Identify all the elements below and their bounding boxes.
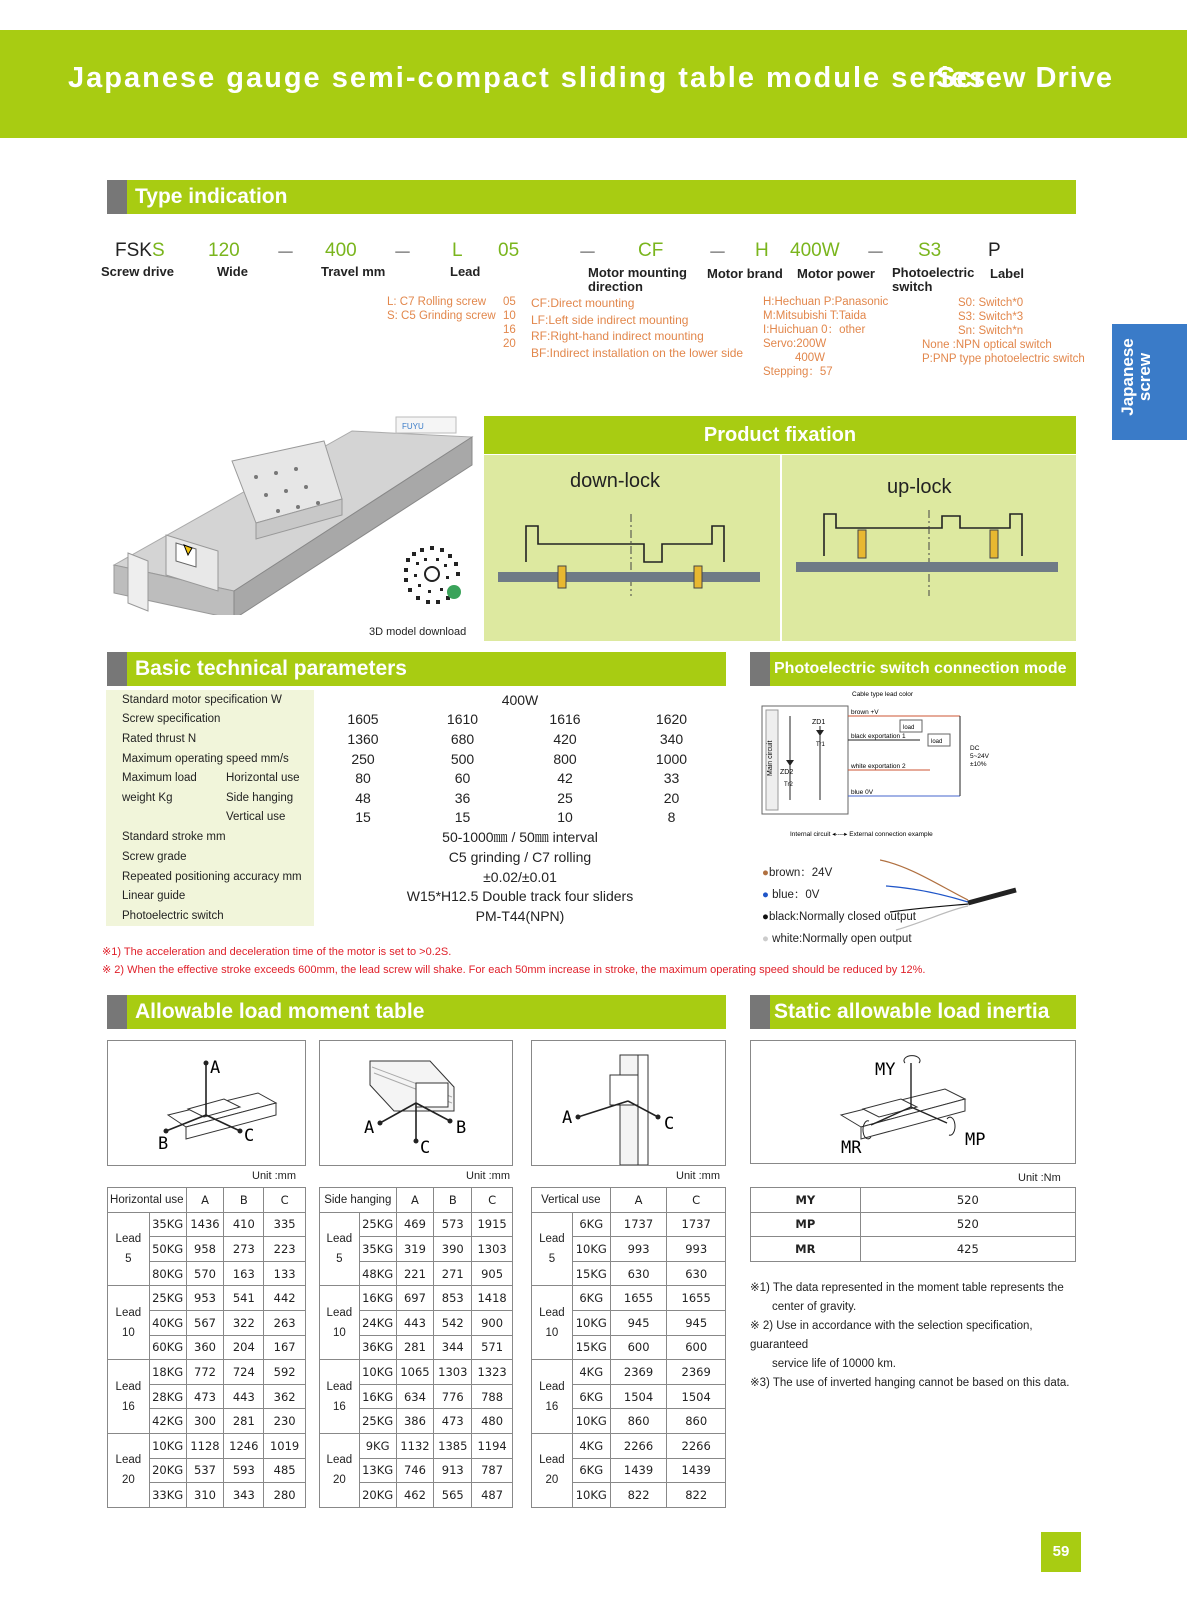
table-row: 10KG 860 860 xyxy=(532,1409,726,1434)
mr-label: MR xyxy=(841,1138,862,1158)
code-dash: － xyxy=(276,243,296,264)
table-row: 20KG 537 593 485 xyxy=(108,1458,306,1483)
code-dash: － xyxy=(866,243,886,264)
table-row: 16KG 634 776 788 xyxy=(320,1384,513,1409)
table-row: 13KG 746 913 787 xyxy=(320,1458,513,1483)
unit-label: Unit :mm xyxy=(466,1170,510,1182)
svg-text:Tr2: Tr2 xyxy=(784,782,793,788)
label-wide: Wide xyxy=(217,264,248,279)
table-row: 33KG 310 343 280 xyxy=(108,1483,306,1508)
code-dash: － xyxy=(393,243,413,264)
wire-brown: ●brown：24V xyxy=(762,867,833,879)
code-width: 120 xyxy=(208,240,240,261)
table-row: 28KG 473 443 362 xyxy=(108,1384,306,1409)
svg-text:5~24V: 5~24V xyxy=(970,753,989,760)
brand-options: H:Hechuan P:Panasonic M:Mitsubishi T:Taida I:Huichuan 0：other Servo:200W 400W Stepping：57 xyxy=(763,296,889,378)
section-moment xyxy=(107,995,726,1029)
table-row: MY 520 xyxy=(751,1188,1076,1213)
label-brand: Motor brand xyxy=(707,266,783,281)
params-table xyxy=(106,690,726,926)
section-title: Type indication xyxy=(135,185,288,208)
table-row: Lead 20 9KG 1132 1385 1194 xyxy=(320,1433,513,1458)
table-row: 10KG 993 993 xyxy=(532,1237,726,1262)
mp-label: MP xyxy=(965,1130,986,1150)
svg-text:ZD1: ZD1 xyxy=(812,719,826,726)
svg-text:Internal circuit ◂----▸ Extern: Internal circuit ◂----▸ External connection example xyxy=(790,831,933,838)
svg-text:Cable type lead color: Cable type lead color xyxy=(852,691,914,698)
code-switch: S3 xyxy=(918,240,942,261)
params-title: Basic technical parameters xyxy=(135,657,407,680)
table-row: Maximum operating speed mm/s 250 500 800 1000 xyxy=(106,749,726,769)
svg-text:A: A xyxy=(364,1118,375,1138)
diagram-side-hanging xyxy=(319,1040,513,1166)
moment-table-vertical: Vertical use A C Lead 5 6KG 1737 1737 10KG 993 993 15KG 630 630 Lead 10 6KG 1655 1655 10KG 945 945 15KG 600 600 Lead 16 4KG 2369 2369 6KG 1504 1504 10KG 860 860 Lead 20 4KG 2266 2266 6KG 1439 1439 10KG 822 822 xyxy=(531,1187,726,1508)
moment-table-side: Side hanging A B C Lead 5 25KG 469 573 1915 35KG 319 390 1303 48KG 221 271 905 Lead 10 16KG 697 853 1418 24KG 443 542 900 36KG 281 344 571 Lead 16 10KG 1065 1303 1323 16KG 634 776 788 25KG 386 473 480 Lead 20 9KG 1132 1385 1194 13KG 746 913 787 20KG 462 565 487 xyxy=(319,1187,513,1508)
table-row: 15KG 600 600 xyxy=(532,1335,726,1360)
side-tab-label: Japanese screw xyxy=(1118,338,1154,416)
inertia-table xyxy=(750,1187,1076,1262)
table-row: 24KG 443 542 900 xyxy=(320,1310,513,1335)
up-lock-diagram xyxy=(792,510,1072,600)
moment-title: Allowable load moment table xyxy=(135,1000,425,1023)
svg-text:white exportation 2: white exportation 2 xyxy=(851,763,906,770)
svg-text:±10%: ±10% xyxy=(970,761,987,768)
table-row: 6KG 1439 1439 xyxy=(532,1458,726,1483)
divider xyxy=(780,455,782,641)
table-row: Lead 20 4KG 2266 2266 xyxy=(532,1433,726,1458)
table-row: Photoelectric switch PM-T44(NPN) xyxy=(106,906,726,926)
svg-text:C: C xyxy=(664,1114,675,1134)
params-note-2: ※ 2) When the effective stroke exceeds 600mm, the lead screw will shake. For each 50mm increase in stroke, the maximum operating speed should be reduced by 12%. xyxy=(102,964,926,976)
table-row: MR 425 xyxy=(751,1237,1076,1262)
code-label: P xyxy=(988,240,1001,261)
mounting-options: CF:Direct mounting LF:Left side indirect mounting RF:Right-hand indirect mounting BF:Indirect installation on the lower side xyxy=(531,296,744,360)
svg-text:A: A xyxy=(562,1108,573,1128)
photo-switch-title: Photoelectric switch connection mode xyxy=(774,660,1067,677)
table-row: Standard stroke mm 50-1000㎜ / 50㎜ interval xyxy=(106,827,726,847)
code-mounting: CF xyxy=(638,240,664,261)
code-dash: － xyxy=(708,243,728,264)
table-row: 6KG 1504 1504 xyxy=(532,1384,726,1409)
page-title: Japanese gauge semi-compact sliding table module series xyxy=(68,62,988,94)
svg-text:brown +V: brown +V xyxy=(851,709,879,716)
svg-text:A: A xyxy=(210,1058,221,1078)
code-travel: 400 xyxy=(325,240,357,261)
table-row: Linear guide W15*H12.5 Double track four sliders xyxy=(106,886,726,906)
label-travel: Travel mm xyxy=(321,264,386,279)
table-row: 15KG 630 630 xyxy=(532,1261,726,1286)
main-circuit-label: Main circuit xyxy=(767,740,774,776)
wire-blue: ● blue：0V xyxy=(762,889,820,901)
section-type-indication xyxy=(107,180,1076,214)
table-row: weight Kg Side hanging 48 36 25 20 xyxy=(106,788,726,808)
inertia-unit: Unit :Nm xyxy=(1018,1172,1061,1184)
table-row: Screw grade C5 grinding / C7 rolling xyxy=(106,847,726,867)
switch-options: S0: Switch*0 S3: Switch*3 Sn: Switch*n xyxy=(958,297,1024,337)
table-row: 48KG 221 271 905 xyxy=(320,1261,513,1286)
label-switch: Photoelectric switch xyxy=(892,265,975,294)
params-note-1: ※1) The acceleration and deceleration time of the motor is set to >0.2S. xyxy=(102,946,452,958)
table-row: 35KG 319 390 1303 xyxy=(320,1237,513,1262)
label-label: Label xyxy=(990,266,1024,281)
code-lead-type: L xyxy=(452,240,463,261)
svg-text:load: load xyxy=(903,725,915,731)
table-row: Lead 5 25KG 469 573 1915 xyxy=(320,1212,513,1237)
svg-text:B: B xyxy=(158,1134,169,1154)
table-row: Vertical use 15 15 10 8 xyxy=(106,808,726,828)
download-caption[interactable]: 3D model download xyxy=(369,626,467,638)
svg-text:C: C xyxy=(420,1138,431,1158)
switch-type-options: None :NPN optical switch P:PNP type photoelectric switch xyxy=(922,339,1085,365)
table-row: Rated thrust N 1360 680 420 340 xyxy=(106,729,726,749)
svg-text:black exportation 1: black exportation 1 xyxy=(851,733,906,740)
table-row: 40KG 567 322 263 xyxy=(108,1310,306,1335)
series-title: Screw Drive xyxy=(936,62,1114,94)
table-row: 10KG 822 822 xyxy=(532,1483,726,1508)
cable-icon xyxy=(880,856,1020,946)
page-number: 59 xyxy=(1041,1532,1081,1572)
diagram-horizontal xyxy=(107,1040,306,1166)
table-row: Lead 10 25KG 953 541 442 xyxy=(108,1286,306,1311)
wire-black: ●black:Normally closed output xyxy=(762,911,916,923)
svg-text:Tr1: Tr1 xyxy=(816,742,825,748)
code-brand: H xyxy=(755,240,769,261)
inertia-title: Static allowable load inertia xyxy=(774,1000,1050,1023)
table-row: 10KG 945 945 xyxy=(532,1310,726,1335)
down-lock-label: down-lock xyxy=(570,470,661,492)
side-tab[interactable] xyxy=(1112,324,1187,440)
unit-label: Unit :mm xyxy=(676,1170,720,1182)
section-fixation xyxy=(484,416,1076,454)
circuit-diagram xyxy=(760,690,990,840)
svg-text:C: C xyxy=(244,1126,255,1146)
table-row: 80KG 570 163 133 xyxy=(108,1261,306,1286)
label-lead: Lead xyxy=(450,264,481,279)
code-fsks: FSKS xyxy=(115,240,165,261)
table-row: Screw specification 1605 1610 1616 1620 xyxy=(106,710,726,730)
svg-text:blue 0V: blue 0V xyxy=(851,789,874,796)
svg-text:FUYU: FUYU xyxy=(402,422,424,431)
table-row: Lead 5 35KG 1436 410 335 xyxy=(108,1212,306,1237)
table-row: 60KG 360 204 167 xyxy=(108,1335,306,1360)
table-row: Lead 5 6KG 1737 1737 xyxy=(532,1212,726,1237)
lead-options: L: C7 Rolling screw S: C5 Grinding screw xyxy=(387,296,496,322)
code-dash: － xyxy=(578,243,598,264)
inertia-notes: ※1) The data represented in the moment table represents the center of gravity. ※ 2) Use in accordance with the selection specification, guaranteed service life of 10000 km. ※3) The use of inverted hanging cannot be based on this data. xyxy=(750,1282,1070,1389)
svg-text:DC: DC xyxy=(970,745,980,752)
label-screw-drive: Screw drive xyxy=(101,264,174,279)
moment-table-horizontal: Horizontal use A B C Lead 5 35KG 1436 410 335 50KG 958 273 223 80KG 570 163 133 Lead 10 25KG 953 541 442 40KG 567 322 263 60KG 360 204 167 Lead 16 18KG 772 724 592 28KG 473 443 362 42KG 300 281 230 Lead 20 10KG 1128 1246 1019 20KG 537 593 485 33KG 310 343 280 xyxy=(107,1187,306,1508)
unit-label: Unit :mm xyxy=(252,1170,296,1182)
svg-text:load: load xyxy=(931,739,943,745)
svg-text:B: B xyxy=(456,1118,467,1138)
diagram-vertical xyxy=(531,1040,726,1166)
label-mounting: Motor mounting direction xyxy=(588,265,687,294)
lead-values: 05 10 16 20 xyxy=(503,296,516,350)
up-lock-label: up-lock xyxy=(887,476,952,498)
my-label: MY xyxy=(875,1060,896,1080)
table-row: Standard motor specification W 400W xyxy=(106,690,726,710)
table-row: 25KG 386 473 480 xyxy=(320,1409,513,1434)
down-lock-diagram xyxy=(494,510,774,600)
table-row: MP 520 xyxy=(751,1212,1076,1237)
table-row: Lead 10 6KG 1655 1655 xyxy=(532,1286,726,1311)
code-lead: 05 xyxy=(498,240,520,261)
inertia-diagram xyxy=(750,1040,1076,1164)
table-row: Lead 16 10KG 1065 1303 1323 xyxy=(320,1360,513,1385)
section-params xyxy=(107,652,726,686)
svg-text:ZD2: ZD2 xyxy=(780,769,794,776)
qr-code-icon xyxy=(396,538,468,610)
table-row: Repeated positioning accuracy mm ±0.02/±0.01 xyxy=(106,867,726,887)
wire-white: ● white:Normally open output xyxy=(762,933,912,945)
table-row: Lead 16 4KG 2369 2369 xyxy=(532,1360,726,1385)
table-row: Maximum load Horizontal use 80 60 42 33 xyxy=(106,768,726,788)
section-photo-switch xyxy=(750,652,1076,686)
table-row: 42KG 300 281 230 xyxy=(108,1409,306,1434)
table-row: 36KG 281 344 571 xyxy=(320,1335,513,1360)
label-power: Motor power xyxy=(797,266,875,281)
fixation-title: Product fixation xyxy=(703,424,857,446)
table-row: Lead 10 16KG 697 853 1418 xyxy=(320,1286,513,1311)
table-row: 50KG 958 273 223 xyxy=(108,1237,306,1262)
table-row: Lead 16 18KG 772 724 592 xyxy=(108,1360,306,1385)
table-row: Lead 20 10KG 1128 1246 1019 xyxy=(108,1433,306,1458)
table-row: 20KG 462 565 487 xyxy=(320,1483,513,1508)
section-inertia xyxy=(750,995,1076,1029)
code-power: 400W xyxy=(790,240,840,261)
